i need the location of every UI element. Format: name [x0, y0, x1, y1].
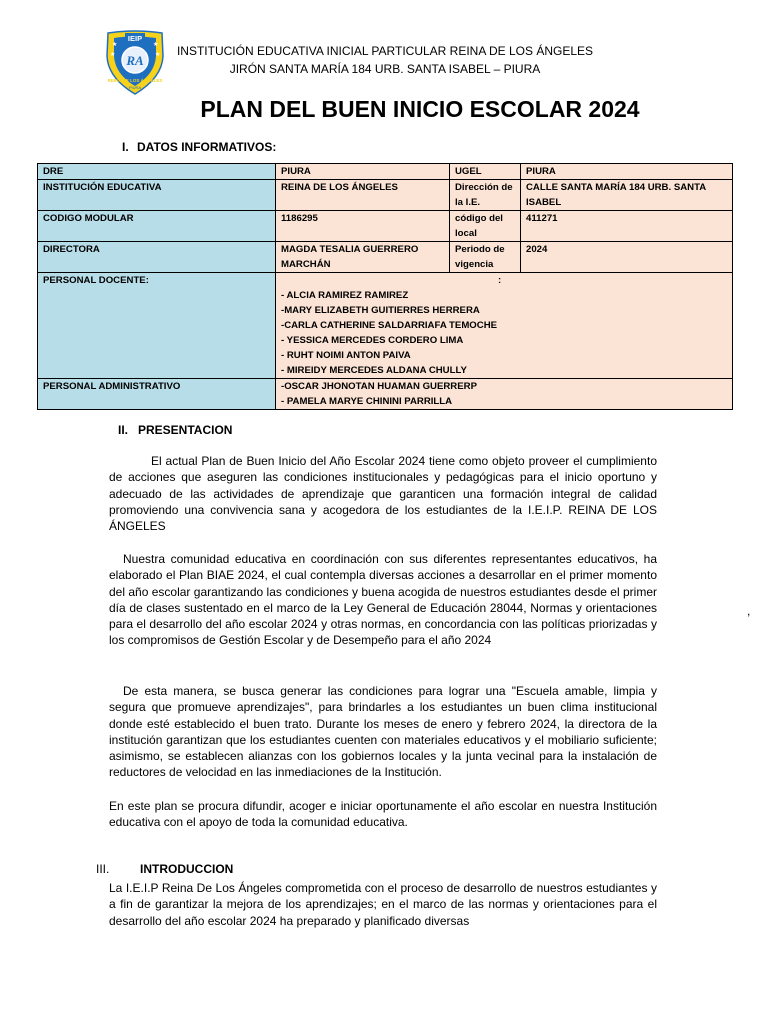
logo-monogram: RA: [126, 53, 144, 68]
section-heading-introduccion: [96, 862, 233, 876]
section-title: DATOS INFORMATIVOS:: [137, 140, 277, 154]
institution-name: INSTITUCIÓN EDUCATIVA INICIAL PARTICULAR REINA DE LOS ÁNGELES: [176, 44, 594, 58]
svg-text:★: ★: [112, 42, 118, 48]
stray-mark: ,: [747, 604, 751, 618]
paragraph-5: La I.E.I.P Reina De Los Ángeles comprometida con el proceso de desarrollo de nuestros estudiantes y a fin de garantizar la mejora de los aprendizajes; en el marco de las normas y orientaciones para el desarrollo del año escolar 2024 ha preparado y planificado diversas: [109, 881, 657, 928]
teacher-item: - RUHT NOIMI ANTON PAIVA: [281, 350, 411, 361]
section-title: INTRODUCCION: [140, 862, 234, 876]
teachers-label: PERSONAL DOCENTE:: [38, 273, 276, 379]
institution-value: REINA DE LOS ÁNGELES: [276, 180, 450, 211]
admin-staff-label: PERSONAL ADMINISTRATIVO: [38, 379, 276, 410]
teacher-item: -CARLA CATHERINE SALDARRIAFA TEMOCHE: [281, 320, 498, 331]
institution-address: JIRÓN SANTA MARÍA 184 URB. SANTA ISABEL – PIURA: [229, 62, 541, 76]
teacher-item: - ALCIA RAMIREZ RAMIREZ: [281, 290, 409, 301]
period-label: Periodo de vigencia: [450, 242, 521, 273]
paragraph-4: En este plan se procura difundir, acoger e iniciar oportunamente el año escolar en nuestra Institución educativa con el apoyo de toda la comunidad educativa.: [109, 799, 657, 830]
section-heading-datos: [122, 140, 276, 154]
svg-text:★: ★: [110, 52, 116, 58]
admin-staff-item: - PAMELA MARYE CHININI PARRILLA: [281, 396, 453, 407]
admin-staff-item: -OSCAR JHONOTAN HUAMAN GUERRERP: [281, 381, 477, 392]
paragraph-3: De esta manera, se busca generar las condiciones para lograr una "Escuela amable, limpia y segura que promueve aprendizajes", para brindarles a los estudiantes un buen clima institucional donde esté establecido el buen trato. Durante los meses de enero y febrero 2024, la directora de la institución garantizan que los estudiantes cuenten con materiales educativos y el mobiliario suficiente; asimismo, se establecen alianzas con los gobiernos locales y la junta vecinal para la instalación de reductores de velocidad en las inmediaciones de la Institución.: [109, 684, 657, 780]
logo-text: IEIP: [127, 34, 143, 43]
modular-code-label: CODIGO MODULAR: [38, 211, 276, 242]
period-value: 2024: [521, 242, 733, 273]
table-row: [38, 379, 733, 410]
info-table: [37, 163, 733, 410]
director-label: DIRECTORA: [38, 242, 276, 273]
section-number: I.: [122, 140, 129, 154]
section-heading-presentacion: [118, 423, 232, 437]
modular-code-value: 1186295: [276, 211, 450, 242]
dre-value: PIURA: [276, 164, 450, 180]
local-code-label: código del local: [450, 211, 521, 242]
local-code-value: 411271: [521, 211, 733, 242]
table-row: [38, 164, 733, 180]
dre-label: DRE: [38, 164, 276, 180]
address-label: Dirección de la I.E.: [450, 180, 521, 211]
teachers-colon: :: [498, 275, 502, 286]
table-row: [38, 180, 733, 211]
section-number: II.: [118, 423, 129, 437]
ugel-label: UGEL: [450, 164, 521, 180]
teacher-item: - YESSICA MERCEDES CORDERO LIMA: [281, 335, 464, 346]
teacher-item: - MIREIDY MERCEDES ALDANA CHULLY: [281, 365, 467, 376]
address-value: CALLE SANTA MARÍA 184 URB. SANTA ISABEL: [521, 180, 733, 211]
svg-text:★: ★: [153, 42, 159, 48]
table-row: [38, 211, 733, 242]
page-title: PLAN DEL BUEN INICIO ESCOLAR 2024: [200, 96, 640, 122]
logo-city: PIURA: [128, 85, 142, 90]
teachers-list: [276, 273, 733, 379]
section-number: III.: [96, 862, 110, 876]
school-logo: [100, 30, 170, 96]
section-title: PRESENTACION: [138, 423, 233, 437]
svg-text:★: ★: [155, 52, 161, 58]
ugel-value: PIURA: [521, 164, 733, 180]
admin-staff-list: [276, 379, 733, 410]
table-row: [38, 273, 733, 379]
logo-ring-text: REINA DE LOS ÁNGELES: [107, 78, 163, 83]
paragraph-1: El actual Plan de Buen Inicio del Año Escolar 2024 tiene como objeto proveer el cumplimiento de acciones que aseguren las condiciones institucionales y pedagógicas para el inicio oportuno y adecuado de las actividades de aprendizaje que garanticen una formación integral de calidad promoviendo una convivencia sana y acogedora de los estudiantes de la I.E.I.P. REINA DE LOS ÁNGELES: [109, 454, 657, 534]
director-value: MAGDA TESALIA GUERRERO MARCHÁN: [276, 242, 450, 273]
table-row: [38, 242, 733, 273]
teacher-item: -MARY ELIZABETH GUITIERRES HERRERA: [281, 305, 480, 316]
paragraph-2: Nuestra comunidad educativa en coordinación con sus diferentes representantes educativos, ha elaborado el Plan BIAE 2024, el cual contempla diversas acciones a desarrollar en el primer momento del año escolar garantizando las condiciones y buena acogida de nuestros estudiantes desde el primer día de clases sustentado en el marco de la Ley General de Educación 28044, Normas y orientaciones para el desarrollo del año escolar 2024 y otras normas, en concordancia con las políticas priorizadas y los compromisos de Gestión Escolar y de Desempeño para el año 2024: [109, 552, 657, 648]
institution-label: INSTITUCIÓN EDUCATIVA: [38, 180, 276, 211]
